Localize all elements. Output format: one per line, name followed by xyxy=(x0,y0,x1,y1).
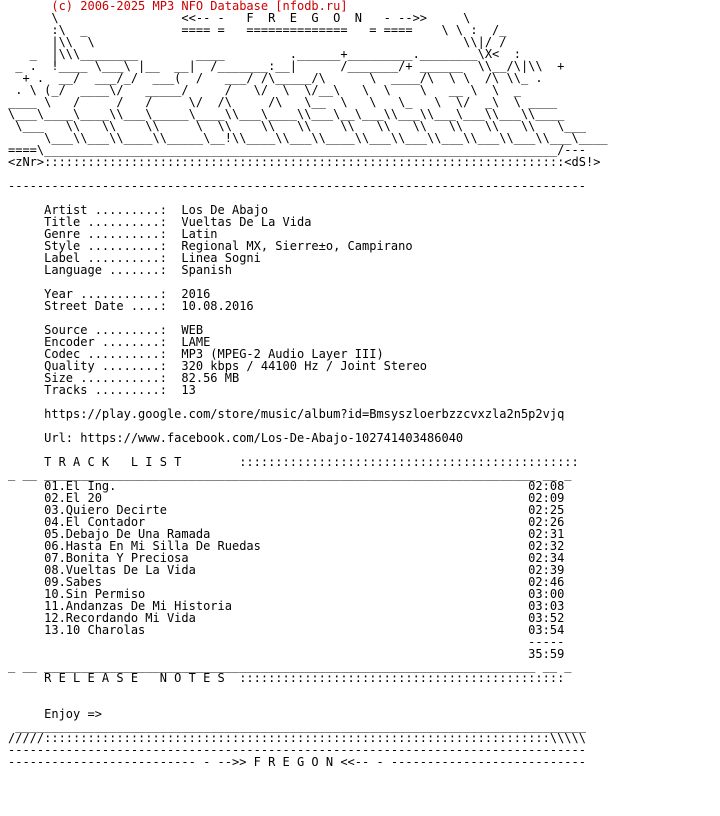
ascii-art-line: _ . !____ \___\ |__ __| /_______:__| /_______/+ ______ \\__/\|\\ + xyxy=(8,59,565,73)
nfo-header-line: (c) 2006-2025 MP3 NFO Database [nfodb.ru] xyxy=(8,0,348,13)
section-rule: _ __ ____________________________________________________________________ __ _ xyxy=(8,659,572,673)
info-row: Tracks .........: 13 xyxy=(8,383,196,397)
ascii-art-line: ====\_______________________________________________________________________/--- xyxy=(8,143,586,157)
rule-line: -------------------------------------------------------------------------------- xyxy=(8,743,586,757)
info-row: Quality ........: 320 kbps / 44100 Hz / Joint Stereo xyxy=(8,359,428,373)
info-row: Street Date ....: 10.08.2016 xyxy=(8,299,254,313)
ascii-art-line: \___\\___\\____\\_____\__!\\____\\___\\____\\___\\___\\___\\___\\___\\___\____ xyxy=(8,131,608,145)
ascii-art-line: \ <<-- - F R E G O N - -->> \ xyxy=(8,11,471,25)
ascii-art-line: ____ \ / / / \/ /\ /\ \__ \ \ \_ \ \/ _\ \ ____ xyxy=(8,95,558,109)
social-url: Url: https://www.facebook.com/Los-De-Abajo-102741403486040 xyxy=(8,431,464,445)
track-row: 01.El Ing. 02:08 xyxy=(8,479,565,493)
ascii-art-line: + . __/ ___/_/ ___( / ___/ /\_____/\ \ ____/\ \ \ /\ \\_ . xyxy=(8,71,543,85)
ascii-art-line: <zNr>::::::::::::::::::::::::::::::::::::::::::::::::::::::::::::::::::::::::<dS!> xyxy=(8,155,601,169)
track-row: 08.Vueltas De La Vida 02:39 xyxy=(8,563,565,577)
section-rule: _ __ ____________________________________________________________________ __ _ xyxy=(8,467,572,481)
nfo-document xyxy=(8,0,608,768)
store-url: https://play.google.com/store/music/album?id=Bmsyszloerbzzcvxzla2n5p2vjq xyxy=(8,407,565,421)
track-row: 02.El 20 02:09 xyxy=(8,491,565,505)
release-heading: R E L E A S E N O T E S ::::::::::::::::::::::::::::::::::::::::::::: xyxy=(8,671,565,685)
info-row: Label ..........: Linea Sogni xyxy=(8,251,261,265)
track-row: 04.El Contador 02:26 xyxy=(8,515,565,529)
track-row: 03.Quiero Decirte 02:25 xyxy=(8,503,565,517)
info-row: Year ...........: 2016 xyxy=(8,287,211,301)
track-row: 10.Sin Permiso 03:00 xyxy=(8,587,565,601)
track-row: 09.Sabes 02:46 xyxy=(8,575,565,589)
blank-line xyxy=(8,684,608,696)
info-row: Size ...........: 82.56 MB xyxy=(8,371,240,385)
ascii-art-line: _ |\\\________ ____ .______+_________.________\X< : xyxy=(8,47,521,61)
ascii-art-line: \___\____\____\\___\_____\____\\___\____\\___\__\___\\___\\___\___\\___\\____ xyxy=(8,107,565,121)
ascii-art-line: . \ (_/ ____\/ _____/ / \/ \ \/__\ \ \ \ __ \ \ _ xyxy=(8,83,521,97)
footer-colons: /////::::::::::::::::::::::::::::::::::::::::::::::::::::::::::::::::::::::\\\\\ xyxy=(8,731,586,745)
info-row: Language .......: Spanish xyxy=(8,263,232,277)
ascii-art-line: |\\ \ \\|/ / xyxy=(8,35,507,49)
track-row: 13.10 Charolas 03:54 xyxy=(8,623,565,637)
info-row: Title ..........: Vueltas De La Vida xyxy=(8,215,312,229)
release-notes: Enjoy => xyxy=(8,707,102,721)
info-row: Codec ..........: MP3 (MPEG-2 Audio Layer III) xyxy=(8,347,384,361)
track-row: 12.Recordando Mi Vida 03:52 xyxy=(8,611,565,625)
info-row: Artist .........: Los De Abajo xyxy=(8,203,269,217)
info-row: Style ..........: Regional MX, Sierre±o, Campirano xyxy=(8,239,413,253)
track-row: 07.Bonita Y Preciosa 02:34 xyxy=(8,551,565,565)
track-row: 05.Debajo De Una Ramada 02:31 xyxy=(8,527,565,541)
tracklist-heading: T R A C K L I S T ::::::::::::::::::::::::::::::::::::::::::::::: xyxy=(8,455,579,469)
ascii-art-line: \___ \\ \\ \\ \ \\ \\ \\ \\ \\ \\ \\ \\ \\ \___ xyxy=(8,119,586,133)
total-time: 35:59 xyxy=(8,647,565,661)
footer-line: -------------------------- - -->> F R E G O N <<-- - --------------------------- xyxy=(8,755,586,769)
track-row: 11.Andanzas De Mi Historia 03:03 xyxy=(8,599,565,613)
track-row: 06.Hasta En Mi Silla De Ruedas 02:32 xyxy=(8,539,565,553)
info-row: Genre ..........: Latin xyxy=(8,227,218,241)
info-row: Source .........: WEB xyxy=(8,323,204,337)
footer-top-rule: _______________________________________________________________________________ xyxy=(8,719,586,733)
total-rule: ----- xyxy=(8,635,565,649)
info-row: Encoder ........: LAME xyxy=(8,335,211,349)
rule-line: -------------------------------------------------------------------------------- xyxy=(8,179,586,193)
ascii-art-line: :\ _ ==== = ============== = ==== \ \ : /_ xyxy=(8,23,507,37)
